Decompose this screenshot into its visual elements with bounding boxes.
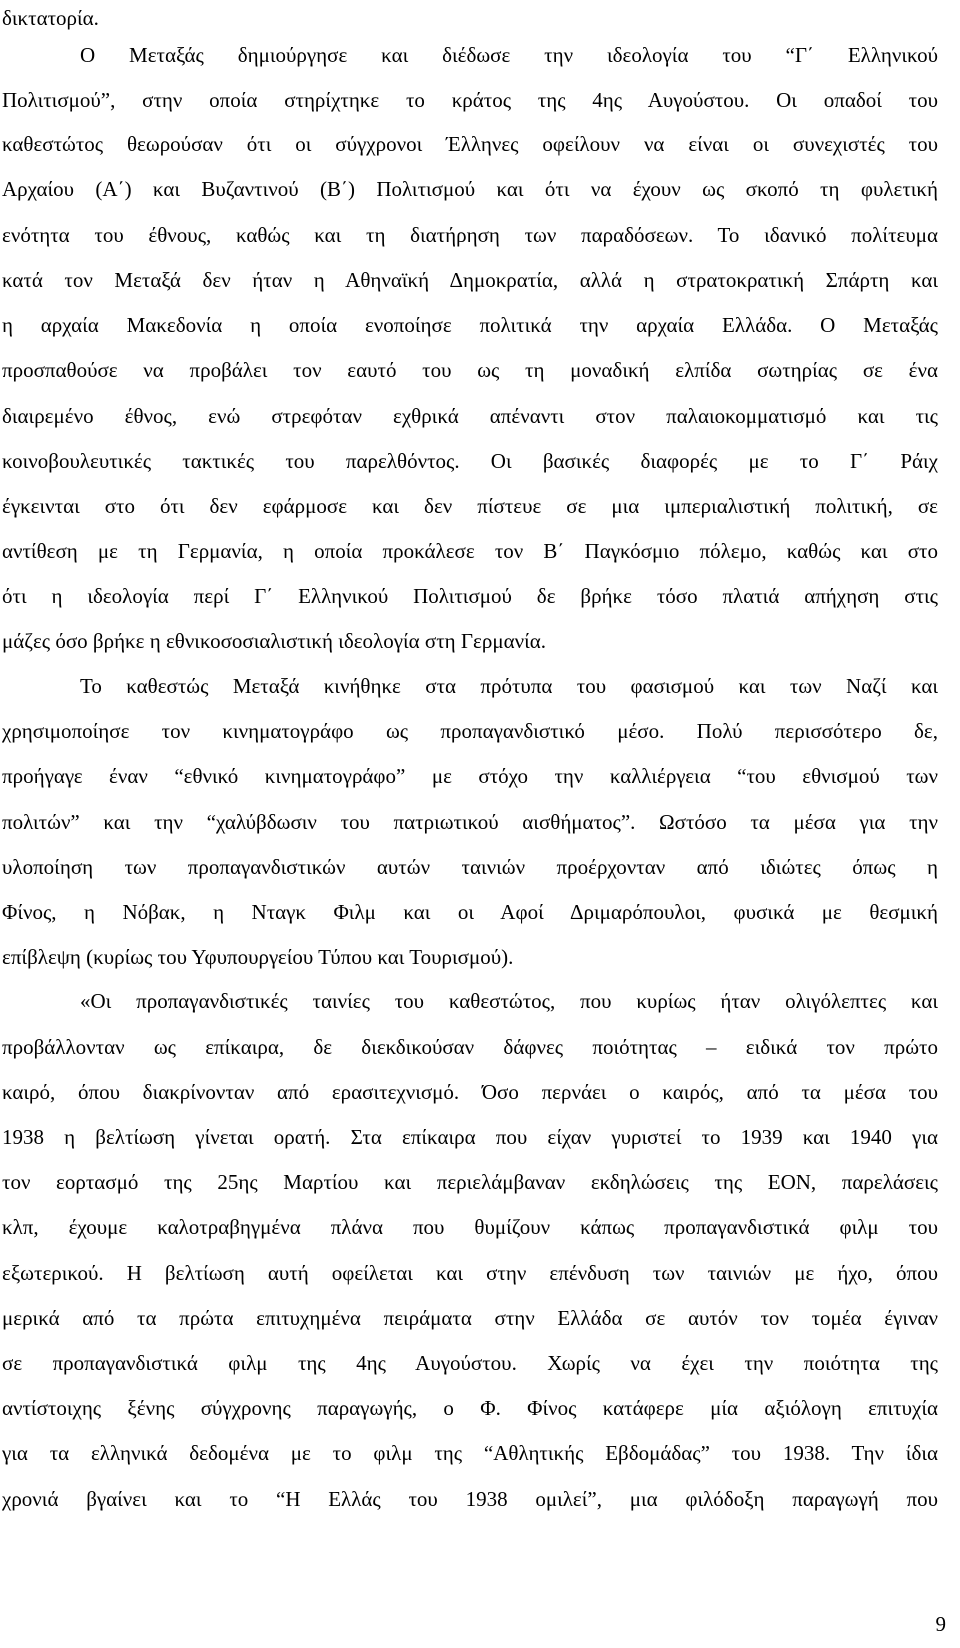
text-line: καιρό, όπου διακρίνονταν από ερασιτεχνισμό. Όσο περνάει ο καιρός, από τα μέσα του	[2, 1080, 938, 1104]
text-line: για τα ελληνικά δεδομένα με το φιλμ της “Αθλητικής Εβδομάδας” του 1938. Την ίδια	[2, 1441, 938, 1465]
text-line: καθεστώτος θεωρούσαν ότι οι σύγχρονοι Έλληνες οφείλουν να είναι οι συνεχιστές του	[2, 132, 938, 156]
text-line: χρονιά βγαίνει και το “Η Ελλάς του 1938 ομιλεί”, μια φιλόδοξη παραγωγή που	[2, 1487, 938, 1511]
text-line: 1938 η βελτίωση γίνεται ορατή. Στα επίκαιρα που είχαν γυριστεί το 1939 και 1940 για	[2, 1125, 938, 1149]
text-line: εξωτερικού. Η βελτίωση αυτή οφείλεται και στην επένδυση των ταινιών με ήχο, όπου	[2, 1261, 938, 1285]
text-line: δικτατορία.	[2, 6, 99, 30]
text-line: σε προπαγανδιστικά φιλμ της 4ης Αυγούστου. Χωρίς να έχει την ποιότητα της	[2, 1351, 938, 1375]
text-line: κατά τον Μεταξά δεν ήταν η Αθηναϊκή Δημοκρατία, αλλά η στρατοκρατική Σπάρτη και	[2, 268, 938, 292]
paragraph-first-line: Το καθεστώς Μεταξά κινήθηκε στα πρότυπα του φασισμού και των Ναζί και	[80, 674, 938, 698]
text-line: αντίθεση με τη Γερμανία, η οποία προκάλεσε τον Β΄ Παγκόσμιο πόλεμο, καθώς και στο	[2, 539, 938, 563]
text-line: αντίστοιχης ξένης σύγχρονης παραγωγής, ο Φ. Φίνος κατάφερε μία αξιόλογη επιτυχία	[2, 1396, 938, 1420]
text-line: κλπ, έχουμε καλοτραβηγμένα πλάνα που θυμίζουν κάπως προπαγανδιστικά φιλμ του	[2, 1215, 938, 1239]
text-line: Φίνος, η Νόβακ, η Νταγκ Φιλμ και οι Αφοί Δριμαρόπουλοι, φυσικά με θεσμική	[2, 900, 938, 924]
text-line: κοινοβουλευτικές τακτικές του παρελθόντος. Οι βασικές διαφορές με το Γ΄ Ράιχ	[2, 449, 938, 473]
paragraph-last-line: επίβλεψη (κυρίως του Υφυπουργείου Τύπου και Τουρισμού).	[2, 945, 514, 969]
text-line: η αρχαία Μακεδονία η οποία ενοποίησε πολιτικά την αρχαία Ελλάδα. Ο Μεταξάς	[2, 313, 938, 337]
paragraph-last-line: μάζες όσο βρήκε η εθνικοσοσιαλιστική ιδεολογία στη Γερμανία.	[2, 629, 546, 653]
text-line: προήγαγε έναν “εθνικό κινηματογράφο” με στόχο την καλλιέργεια “του εθνισμού των	[2, 764, 938, 788]
quote-first-line: «Οι προπαγανδιστικές ταινίες του καθεστώτος, που κυρίως ήταν ολιγόλεπτες και	[80, 989, 938, 1013]
text-line: ενότητα του έθνους, καθώς και τη διατήρηση των παραδόσεων. Το ιδανικό πολίτευμα	[2, 223, 938, 247]
text-line: προσπαθούσε να προβάλει τον εαυτό του ως τη μοναδική ελπίδα σωτηρίας σε ένα	[2, 358, 938, 382]
text-line: χρησιμοποίησε τον κινηματογράφο ως προπαγανδιστικό μέσο. Πολύ περισσότερο δε,	[2, 719, 938, 743]
text-line: Πολιτισμού”, στην οποία στηρίχτηκε το κράτος της 4ης Αυγούστου. Οι οπαδοί του	[2, 88, 938, 112]
text-line: τον εορτασμό της 25ης Μαρτίου και περιελάμβαναν εκδηλώσεις της ΕΟΝ, παρελάσεις	[2, 1170, 938, 1194]
page-number: 9	[935, 1612, 946, 1636]
text-line: ότι η ιδεολογία περί Γ΄ Ελληνικού Πολιτισμού δε βρήκε τόσο πλατιά απήχηση στις	[2, 584, 938, 608]
text-line: υλοποίηση των προπαγανδιστικών αυτών ταινιών προέρχονταν από ιδιώτες όπως η	[2, 855, 938, 879]
paragraph-first-line: Ο Μεταξάς δημιούργησε και διέδωσε την ιδεολογία του “Γ΄ Ελληνικού	[80, 43, 938, 67]
text-line: Αρχαίου (Α΄) και Βυζαντινού (Β΄) Πολιτισμού και ότι να έχουν ως σκοπό τη φυλετική	[2, 177, 938, 201]
text-line: διαιρεμένο έθνος, ενώ στρεφόταν εχθρικά απέναντι στον παλαιοκομματισμό και τις	[2, 404, 938, 428]
text-line: πολιτών” και την “χαλύβδωσιν του πατριωτικού αισθήματος”. Ωστόσο τα μέσα για την	[2, 810, 938, 834]
text-line: έγκεινται στο ότι δεν εφάρμοσε και δεν πίστευε σε μια ιμπεριαλιστική πολιτική, σε	[2, 494, 938, 518]
text-line: μερικά από τα πρώτα επιτυχημένα πειράματα στην Ελλάδα σε αυτόν τον τομέα έγιναν	[2, 1306, 938, 1330]
text-line: προβάλλονταν ως επίκαιρα, δε διεκδικούσαν δάφνες ποιότητας – ειδικά τον πρώτο	[2, 1035, 938, 1059]
